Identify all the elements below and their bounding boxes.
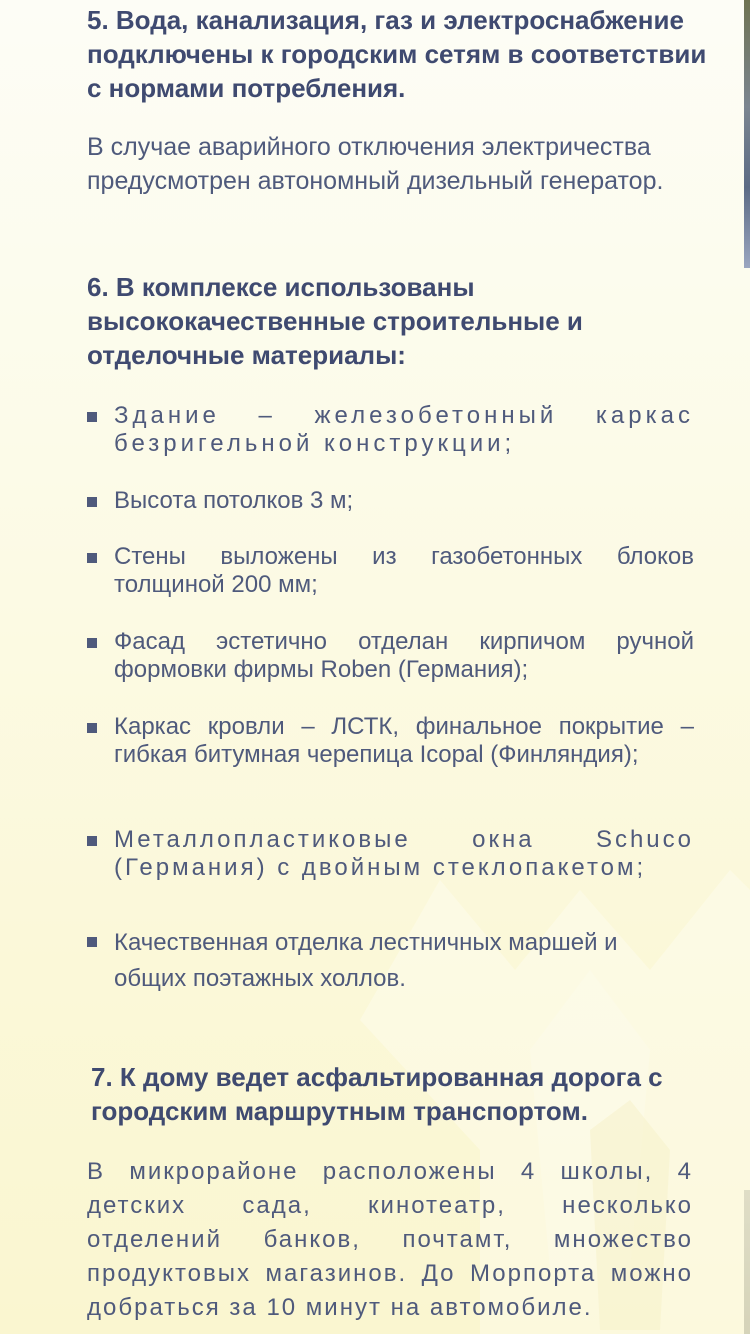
list-item-text: Высота потолков 3 м; (114, 487, 354, 514)
list-item (87, 402, 694, 458)
list-item-text: Металлопластиковые окна Schuco (Германия) с двойным стеклопакетом; (114, 826, 694, 881)
bullet-icon (87, 937, 97, 947)
section-7-heading: 7. К дому ведет асфальтированная дорога с городским маршрутным транспортом. (91, 1062, 663, 1126)
bullet-icon (87, 723, 97, 733)
list-item-text: Каркас кровли – ЛСТК, финальное покрытие – гибкая битумная черепица Icopal (Финляндия); (114, 713, 694, 768)
list-item (87, 925, 694, 997)
bullet-icon (87, 497, 97, 507)
bullet-icon (87, 553, 97, 563)
list-item-text: Фасад эстетично отделан кирпичом ручной формовки фирмы Roben (Германия); (114, 628, 694, 683)
section-5-heading: 5. Вода, канализация, газ и электроснабжение подключены к городским сетям в соответствии с нормами потребления. (87, 5, 707, 103)
bullet-icon (87, 836, 97, 846)
section-7-text: В микрорайоне расположены 4 школы, 4 детских сада, кинотеатр, несколько отделений банков, почтамт, множество продуктовых магазинов. До Морпорта можно добраться за 10 минут на автомобиле. (87, 1158, 693, 1321)
list-item (87, 628, 694, 684)
list-item-text: Здание – железобетонный каркас безригельной конструкции; (114, 402, 694, 457)
section-6-heading: 6. В комплексе использованы высококачественные строительные и отделочные материалы: (87, 272, 583, 370)
list-item-text: Качественная отделка лестничных маршей и общих поэтажных холлов. (114, 929, 618, 992)
list-item (87, 713, 694, 769)
section-5-text: В случае аварийного отключения электричества предусмотрен автономный дизельный генератор. (87, 133, 664, 195)
list-item (87, 487, 694, 515)
list-item (87, 826, 694, 882)
bullet-icon (87, 638, 97, 648)
list-item-text: Стены выложены из газобетонных блоков толщиной 200 мм; (114, 543, 694, 598)
bullet-icon (87, 412, 97, 422)
list-item (87, 543, 694, 599)
